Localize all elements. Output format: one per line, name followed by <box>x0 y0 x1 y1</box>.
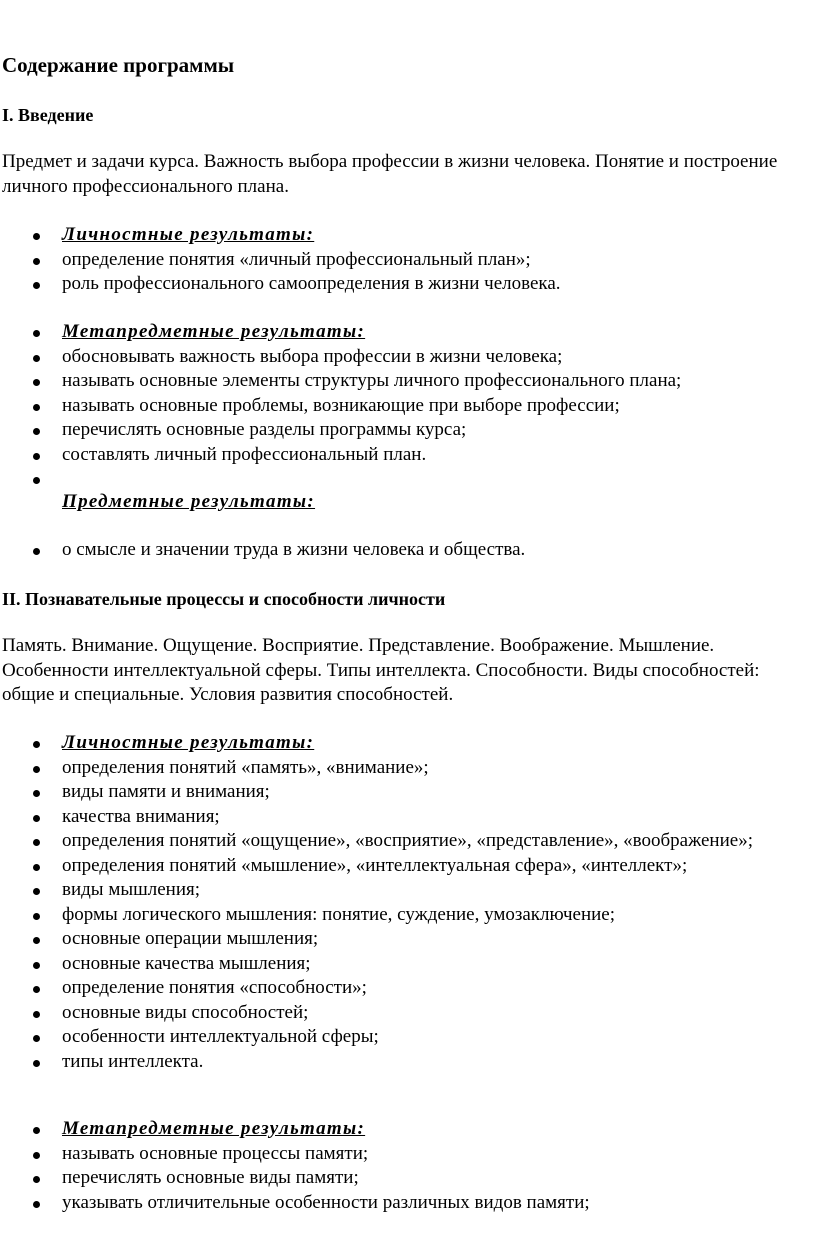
section-1-personal-list <box>0 223 800 297</box>
bullet-icon <box>33 888 40 895</box>
list-item <box>0 272 800 297</box>
bullet-icon <box>33 962 40 969</box>
list-item <box>0 1166 800 1191</box>
list-item <box>0 345 800 370</box>
bullet-icon <box>33 258 40 265</box>
list-item <box>0 756 800 781</box>
section-2-personal-list <box>0 731 800 1074</box>
bullet-icon <box>33 1127 40 1134</box>
list-item-text: называть основные элементы структуры личного профессионального плана; <box>62 370 682 391</box>
list-item <box>0 418 800 443</box>
list-item-text: составлять личный профессиональный план. <box>62 443 427 465</box>
bullet-icon <box>33 937 40 944</box>
bullet-icon <box>33 355 40 362</box>
list-item <box>0 369 800 394</box>
section-1-subject-heading-block <box>0 490 800 515</box>
list-item <box>0 1050 800 1075</box>
personal-results-heading: Личностные результаты: <box>62 732 315 753</box>
list-item <box>0 829 800 854</box>
list-item-text: обосновывать важность выбора профессии в жизни человека; <box>62 345 563 367</box>
section-2-meta-list <box>0 1117 800 1215</box>
subject-heading-line <box>0 490 800 515</box>
section-2-heading: II. Познавательные процессы и способности личности <box>2 589 446 609</box>
list-item <box>0 854 800 879</box>
list-item <box>0 443 800 468</box>
section-1-subject-list <box>0 538 800 563</box>
list-item <box>0 952 800 977</box>
empty-list-item <box>0 467 800 492</box>
bullet-icon <box>33 1035 40 1042</box>
document-title: Содержание программы <box>2 53 235 77</box>
subject-results-heading: Предметные результаты: <box>62 491 316 512</box>
list-item-text: определения понятий «ощущение», «восприятие», «представление», «воображение»; <box>62 830 753 851</box>
list-item-text: называть основные проблемы, возникающие при выборе профессии; <box>62 394 620 416</box>
list-item <box>0 805 800 830</box>
list-item <box>0 927 800 952</box>
list-item <box>0 538 800 563</box>
list-item <box>0 394 800 419</box>
list-item <box>0 320 800 345</box>
bullet-icon <box>33 330 40 337</box>
bullet-icon <box>33 1152 40 1159</box>
bullet-icon <box>33 1011 40 1018</box>
bullet-icon <box>33 453 40 460</box>
bullet-icon <box>33 1060 40 1067</box>
meta-results-heading: Метапредметные результаты: <box>62 1118 366 1139</box>
list-item-text: определения понятий «память», «внимание»; <box>62 756 429 778</box>
list-item <box>0 878 800 903</box>
list-item <box>0 1142 800 1167</box>
list-item-text: основные качества мышления; <box>62 952 311 974</box>
bullet-icon <box>33 1201 40 1208</box>
section-2-paragraph: Память. Внимание. Ощущение. Восприятие. Представление. Воображение. Мышление. Особенности интеллектуальной сферы. Типы интеллекта. Способности. Виды способностей: общие и специальные. Условия развития способностей. <box>2 635 760 705</box>
list-item-text: роль профессионального самоопределения в жизни человека. <box>62 273 561 294</box>
meta-results-heading: Метапредметные результаты: <box>62 321 366 342</box>
list-item <box>0 1025 800 1050</box>
list-item <box>0 731 800 756</box>
personal-results-heading: Личностные результаты: <box>62 224 315 245</box>
bullet-icon <box>33 477 40 484</box>
bullet-icon <box>33 379 40 386</box>
list-item <box>0 976 800 1001</box>
list-item <box>0 1117 800 1142</box>
bullet-icon <box>33 815 40 822</box>
list-item-text: виды мышления; <box>62 879 201 900</box>
list-item-text: качества внимания; <box>62 805 220 827</box>
bullet-icon <box>33 233 40 240</box>
list-item-text: определение понятия «способности»; <box>62 977 367 998</box>
bullet-icon <box>33 428 40 435</box>
list-item-text: особенности интеллектуальной сферы; <box>62 1026 379 1047</box>
list-item <box>0 1191 800 1216</box>
list-item-text: типы интеллекта. <box>62 1050 204 1072</box>
bullet-icon <box>33 839 40 846</box>
bullet-icon <box>33 282 40 289</box>
section-1-heading: I. Введение <box>2 105 94 125</box>
list-item <box>0 903 800 928</box>
list-item-text: основные виды способностей; <box>62 1001 309 1023</box>
bullet-icon <box>33 741 40 748</box>
list-item-text: основные операции мышления; <box>62 928 319 949</box>
list-item-text: перечислять основные разделы программы курса; <box>62 419 467 440</box>
list-item-text: указывать отличительные особенности различных видов памяти; <box>62 1191 590 1213</box>
section-1-meta-list <box>0 320 800 492</box>
list-item-text: определения понятий «мышление», «интеллектуальная сфера», «интеллект»; <box>62 854 688 876</box>
list-item-text: о смысле и значении труда в жизни человека и общества. <box>62 539 526 560</box>
list-item-text: называть основные процессы памяти; <box>62 1142 369 1164</box>
bullet-icon <box>33 790 40 797</box>
list-item <box>0 248 800 273</box>
list-item <box>0 223 800 248</box>
list-item-text: формы логического мышления: понятие, суждение, умозаключение; <box>62 903 616 925</box>
list-item-text: определение понятия «личный профессиональный план»; <box>62 248 531 270</box>
list-item-text: перечислять основные виды памяти; <box>62 1167 359 1188</box>
list-item <box>0 780 800 805</box>
bullet-icon <box>33 986 40 993</box>
bullet-icon <box>33 864 40 871</box>
bullet-icon <box>33 913 40 920</box>
list-item <box>0 1001 800 1026</box>
section-1-paragraph: Предмет и задачи курса. Важность выбора профессии в жизни человека. Понятие и построение личного профессионального плана. <box>2 151 778 197</box>
list-item-text: виды памяти и внимания; <box>62 781 270 802</box>
bullet-icon <box>33 766 40 773</box>
bullet-icon <box>33 1176 40 1183</box>
bullet-icon <box>33 404 40 411</box>
bullet-icon <box>33 548 40 555</box>
